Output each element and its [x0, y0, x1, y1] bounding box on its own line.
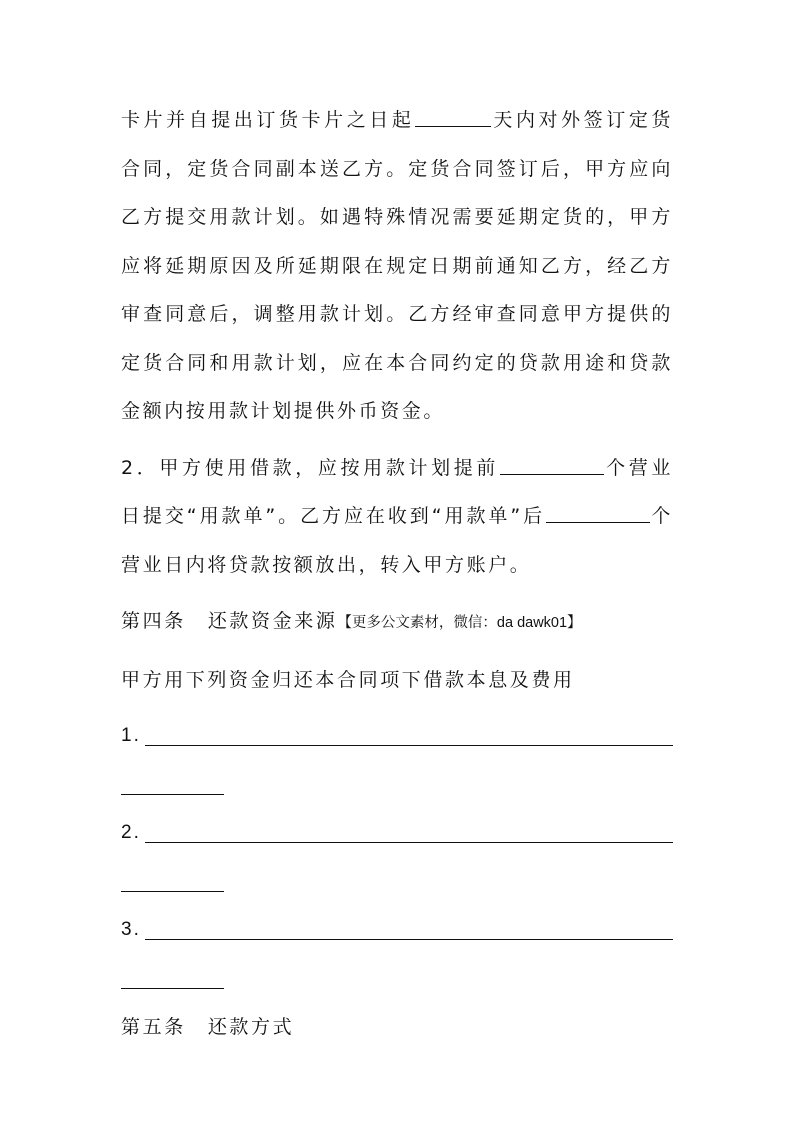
paragraph-text: 卡片并自提出订货卡片之日起: [121, 109, 415, 131]
fill-line-continuation[interactable]: [121, 988, 224, 989]
repayment-source-list: [121, 712, 673, 1003]
article-number: 第五条: [121, 1016, 186, 1038]
fill-line-continuation[interactable]: [121, 794, 224, 795]
promo-note: 【更多公文素材，微信：da dawk01】: [337, 615, 582, 631]
paragraph-text: 天内对外签订定货合同，定货合同副本送乙方。定货合同签订后，甲方应向乙方提交用款计划。如遇特殊情况需要延期定货的，甲方应将延期原因及所延期限在规定日期前通知乙方，经乙方审查同意后，调整用款计划。乙方经审查同意甲方提供的定货合同和用款计划，应在本合同约定的贷款用途和贷款金额内按用款计划提供外币资金。: [121, 109, 673, 422]
fill-line[interactable]: [145, 842, 673, 843]
article-4-intro: 甲方用下列资金归还本合同项下借款本息及费用: [121, 668, 575, 691]
fill-blank-days[interactable]: [415, 106, 491, 127]
document-body: [121, 96, 673, 1052]
article-4-heading: [121, 597, 673, 648]
fill-line[interactable]: [145, 939, 673, 940]
list-item-number: 2.: [121, 822, 141, 843]
paragraph-text: 2．甲方使用借款，应按用款计划提前: [121, 456, 500, 479]
article-number: 第四条: [121, 610, 186, 632]
paragraph-text: 个营业日内将贷款按额放出，转入甲方账户。: [121, 505, 673, 576]
fill-line[interactable]: [145, 745, 673, 746]
fill-line-continuation[interactable]: [121, 891, 224, 892]
list-item: [121, 809, 673, 906]
article-title: 还款资金来源: [207, 610, 338, 632]
paragraph-loan-use: [121, 444, 673, 590]
list-item-number: 1.: [121, 725, 141, 746]
article-5-heading: [121, 1003, 673, 1052]
list-item: [121, 712, 673, 809]
list-item: [121, 906, 673, 1003]
list-item-number: 3.: [121, 919, 141, 940]
fill-blank-days-before[interactable]: [500, 454, 604, 475]
fill-blank-days-after[interactable]: [546, 502, 650, 523]
paragraph-text: 个营业日提交“用款单”。乙方应在收到“用款单”后: [121, 456, 673, 527]
article-title: 还款方式: [207, 1016, 295, 1038]
paragraph-order-card: [121, 96, 673, 436]
